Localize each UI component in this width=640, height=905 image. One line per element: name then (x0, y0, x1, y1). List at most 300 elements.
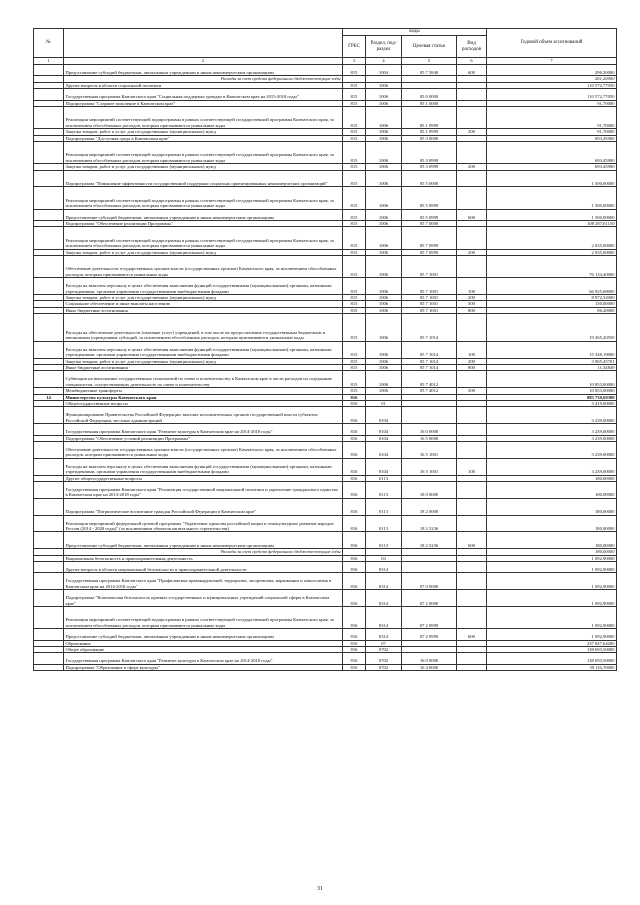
cell-cs: 05 7 1014 (402, 314, 457, 342)
cell-vr: 600 (457, 629, 487, 640)
cell-razd: 0314 (366, 629, 402, 640)
cell-name: Реализация мероприятий федеральной целевой программы "Укрепление единства российской нации и этнокультурное развитие народов России (2014 - 2020 годы)" (за исключением объектов капитального строительства) (64, 515, 343, 532)
cell-razd: 1006 (366, 227, 402, 249)
cell-vr (457, 255, 487, 277)
cell-razd: 1006 (366, 341, 402, 358)
cell-sum: 1 092,90000 (487, 606, 617, 628)
cell-grbs: 815 (343, 301, 366, 307)
cell-sum: 19 265,20550 (487, 314, 617, 342)
cell-razd: 0104 (366, 424, 402, 435)
cell-name: Подпрограмма "Доступная среда в Камчатском крае" (64, 135, 343, 141)
cell-name: Реализация мероприятий соответствующей подпрограммы в рамках соответствующей государственной программы Камчатского края, за исключением обособленных расходов, которым присваиваются уникальные коды (64, 142, 343, 164)
cell-razd: 07 (366, 640, 402, 646)
table-row (34, 407, 617, 424)
cell-num (34, 341, 64, 358)
cell-grbs: 815 (343, 107, 366, 129)
cell-grbs: 815 (343, 388, 366, 394)
cell-razd: 1006 (366, 135, 402, 141)
cell-razd: 1006 (366, 129, 402, 135)
cell-razd: 0702 (366, 664, 402, 670)
cell-name: Подпрограмма "Обеспечение реализации Программы" (64, 220, 343, 226)
cell-sum: 3 239,00000 (487, 458, 617, 475)
cell-num (34, 187, 64, 209)
cell-sum: 76 134,40000 (487, 255, 617, 277)
cell-grbs: 815 (343, 294, 366, 300)
cell-name: Государственная программа Камчатского края "Реализация государственной национальной политики и укрепление гражданского единства в Камчатском крае на 2014-2018 годы" (64, 481, 343, 498)
cell-vr (457, 573, 487, 590)
cell-name: Другие вопросы в области социальной политики (64, 82, 343, 88)
cell-name: Иные бюджетные ассигнования (64, 364, 343, 370)
cell-name: Министерство культуры Камчатского края (64, 394, 343, 400)
cell-num (34, 65, 64, 76)
cell-name: Предоставление субсидий бюджетным, автономным учреждениям и иным некоммерческим организациям (64, 532, 343, 549)
cell-vr (457, 653, 487, 664)
header-razdel: Раздел, под-раздел (366, 36, 402, 58)
cell-razd: 1006 (366, 364, 402, 370)
cell-razd: 1006 (366, 278, 402, 295)
cell-razd: 0113 (366, 475, 402, 481)
cell-sum: 180,00000 (487, 481, 617, 498)
cell-cs: 18 2 5236 (402, 515, 457, 532)
cell-num (34, 107, 64, 129)
cell-name: Обеспечение деятельности государственных органов власти (государственных органов) Камчатского края, за исключением обособленных расходов, которым присваиваются уникальные коды (64, 255, 343, 277)
cell-sum: 3 419,00000 (487, 400, 617, 406)
cell-vr (457, 515, 487, 532)
index-cell: 3 (343, 58, 366, 65)
cell-name: Социальное обеспечение и иные выплаты населению (64, 301, 343, 307)
page-number: 31 (317, 886, 323, 892)
header-grbs: ГРБС (343, 36, 366, 58)
cell-grbs: 816 (343, 498, 366, 515)
cell-name: Субвенции на выполнение государственных полномочий по опеке и попечительству в Камчатском крае в части расходов на содержание специалистов, осуществляющих деятельность по опеке и попечительству (64, 371, 343, 388)
table-row (34, 107, 617, 129)
cell-name: Подпрограмма "Обеспечение условий реализации Программы" (64, 435, 343, 441)
cell-sum: 237 847,64200 (487, 640, 617, 646)
cell-vr: 200 (457, 129, 487, 135)
cell-name: Общее образование (64, 646, 343, 652)
cell-razd: 01 (366, 400, 402, 406)
index-cell: 7 (487, 58, 617, 65)
cell-razd: 1006 (366, 100, 402, 106)
cell-cs: 18 2 5236 (402, 532, 457, 549)
cell-grbs: 816 (343, 394, 366, 400)
table-row (34, 227, 617, 249)
cell-name: Реализация мероприятий соответствующей подпрограммы в рамках соответствующей государственной программы Камчатского края, за исключением обособленных расходов, которым присваиваются уникальные коды (64, 107, 343, 129)
cell-num (34, 573, 64, 590)
cell-grbs: 816 (343, 555, 366, 561)
cell-sum: 138 693,50000 (487, 646, 617, 652)
cell-name: Иные бюджетные ассигнования (64, 307, 343, 313)
cell-grbs: 816 (343, 561, 366, 572)
cell-cs: 16 5 1001 (402, 441, 457, 458)
table-row (34, 606, 617, 628)
header-num: № (34, 29, 64, 58)
cell-cs: 05 1 0999 (402, 107, 457, 129)
table-row (34, 664, 617, 670)
cell-name: Расходы на выплаты персоналу в целях обеспечения выполнения функций государственными (муниципальными) органами, казенными учреждениями, органами управления государственными внебюджетными фондами (64, 458, 343, 475)
cell-razd: 0702 (366, 653, 402, 664)
cell-razd: 0104 (366, 458, 402, 475)
cell-razd: 0113 (366, 532, 402, 549)
table-row (34, 278, 617, 295)
cell-vr (457, 107, 487, 129)
cell-num (34, 481, 64, 498)
cell-cs: 05 7 1014 (402, 358, 457, 364)
cell-razd: 1006 (366, 89, 402, 100)
cell-grbs: 815 (343, 220, 366, 226)
cell-num: 14 (34, 394, 64, 400)
cell-razd: 1006 (366, 249, 402, 255)
cell-cs: 05 3 0000 (402, 135, 457, 141)
cell-grbs: 816 (343, 400, 366, 406)
cell-name: Национальная безопасность и правоохранительная деятельность (64, 555, 343, 561)
header-index-row (34, 58, 617, 65)
cell-razd: 1006 (366, 371, 402, 388)
table-row (34, 142, 617, 164)
cell-cs: 16 5 0000 (402, 435, 457, 441)
cell-vr: 100 (457, 341, 487, 358)
cell-grbs: 816 (343, 481, 366, 498)
cell-razd: 0104 (366, 435, 402, 441)
cell-cs: 05 7 4012 (402, 371, 457, 388)
cell-grbs: 815 (343, 227, 366, 249)
table-row (34, 424, 617, 435)
cell-razd: 0314 (366, 561, 402, 572)
cell-num (34, 629, 64, 640)
cell-razd: 1006 (366, 187, 402, 209)
cell-name: Подпрограмма "Образование в сфере культуры" (64, 664, 343, 670)
cell-sum: 91,70000 (487, 129, 617, 135)
cell-grbs: 815 (343, 278, 366, 295)
cell-razd: 0104 (366, 407, 402, 424)
cell-razd: 0314 (366, 590, 402, 607)
cell-cs: 16 4 0000 (402, 664, 457, 670)
cell-sum: 39 116,70000 (487, 664, 617, 670)
cell-sum: 693,45900 (487, 142, 617, 164)
cell-razd: 1006 (366, 164, 402, 170)
cell-num (34, 142, 64, 164)
cell-sum: 885 730,69380 (487, 394, 617, 400)
cell-num (34, 606, 64, 628)
cell-cs: 05 7 1001 (402, 301, 457, 307)
cell-vr (457, 498, 487, 515)
cell-vr (457, 142, 487, 164)
cell-razd: 0314 (366, 606, 402, 628)
cell-sum: 693,45900 (487, 164, 617, 170)
cell-sum: 91,70000 (487, 100, 617, 106)
cell-name: Государственная программа Камчатского края "Развитие культуры в Камчатском крае на 2014-2018 годы" (64, 424, 343, 435)
table-row (34, 629, 617, 640)
cell-razd: 0113 (366, 515, 402, 532)
cell-name: Государственная программа Камчатского края "Профилактика правонарушений, терроризма, экстремизма, наркомании и алкоголизма в Камчатском крае на 2014-2018 годы" (64, 573, 343, 590)
cell-num (34, 532, 64, 549)
cell-razd: 1006 (366, 82, 402, 88)
cell-cs: 05 3 0999 (402, 142, 457, 164)
cell-grbs: 816 (343, 441, 366, 458)
header-sum: Годовой объем ассигнований (487, 29, 617, 58)
table-row (34, 590, 617, 607)
cell-name: Реализация мероприятий соответствующей подпрограммы в рамках соответствующей государственной программы Камчатского края, за исключением обособленных расходов, которым присваиваются уникальные коды (64, 187, 343, 209)
table-row (34, 170, 617, 187)
cell-sum: 1 092,90000 (487, 573, 617, 590)
cell-sum: 1 092,90000 (487, 555, 617, 561)
cell-vr: 500 (457, 388, 487, 394)
cell-sum: 91,70000 (487, 107, 617, 129)
cell-vr: 800 (457, 307, 487, 313)
cell-vr: 100 (457, 278, 487, 295)
table-row (34, 561, 617, 572)
cell-sum: 693,45900 (487, 135, 617, 141)
cell-cs: 05 7 1001 (402, 307, 457, 313)
cell-razd: 1006 (366, 294, 402, 300)
index-cell: 2 (64, 58, 343, 65)
cell-razd: 0113 (366, 498, 402, 515)
cell-vr: 800 (457, 364, 487, 370)
cell-grbs: 816 (343, 664, 366, 670)
cell-razd: 1006 (366, 358, 402, 364)
cell-grbs: 815 (343, 129, 366, 135)
cell-name: Закупка товаров, работ и услуг для государственных (муниципальных) нужд (64, 249, 343, 255)
cell-sum: 1 500,00000 (487, 209, 617, 220)
cell-grbs: 815 (343, 100, 366, 106)
cell-grbs: 816 (343, 573, 366, 590)
cell-razd: 1006 (366, 209, 402, 220)
cell-sum: 2 035,00000 (487, 227, 617, 249)
table-row (34, 441, 617, 458)
index-cell: 6 (457, 58, 487, 65)
cell-sum: 1 500,00000 (487, 170, 617, 187)
cell-name: Закупка товаров, работ и услуг для государственных (муниципальных) нужд (64, 358, 343, 364)
cell-name: Предоставление субсидий бюджетным, автономным учреждениям и иным некоммерческим организациям (64, 65, 343, 76)
cell-cs: 05 7 4012 (402, 388, 457, 394)
table-row (34, 255, 617, 277)
cell-num (34, 498, 64, 515)
cell-cs: 05 3 0999 (402, 164, 457, 170)
table-body (34, 65, 617, 671)
cell-vr: 200 (457, 249, 487, 255)
cell-razd: 1004 (366, 65, 402, 76)
cell-grbs: 815 (343, 164, 366, 170)
cell-vr (457, 424, 487, 435)
cell-grbs: 815 (343, 314, 366, 342)
cell-sum: 138 693,50000 (487, 653, 617, 664)
cell-name: Расходы на выплаты персоналу в целях обеспечения выполнения функций государственными (муниципальными) органами, казенными учреждениями, органами управления государственными внебюджетными фондами (64, 341, 343, 358)
cell-cs: 05 1 0999 (402, 129, 457, 135)
cell-sum: 66 925,68000 (487, 278, 617, 295)
cell-name: Образование (64, 640, 343, 646)
cell-vr: 600 (457, 532, 487, 549)
cell-cs: 05 5 0000 (402, 170, 457, 187)
cell-vr: 100 (457, 458, 487, 475)
cell-grbs: 816 (343, 606, 366, 628)
cell-name: Расходы на выплаты персоналу в целях обеспечения выполнения функций государственными (муниципальными) органами, казенными учреждениями, органами управления государственными внебюджетными фондами (64, 278, 343, 295)
cell-grbs: 815 (343, 341, 366, 358)
cell-vr (457, 371, 487, 388)
cell-grbs: 816 (343, 407, 366, 424)
cell-sum: 261,20000 (487, 76, 617, 82)
cell-sum: 3 239,00000 (487, 407, 617, 424)
cell-cs: 05 7 0000 (402, 220, 457, 226)
budget-table (33, 28, 617, 671)
cell-name: Обеспечение деятельности государственных органов власти (государственных органов) Камчатского края, за исключением обособленных расходов, которым присваиваются уникальные коды (64, 441, 343, 458)
cell-razd: 1006 (366, 301, 402, 307)
cell-name: Расходы за счет средств федерального бюджета-текущие годы (64, 549, 343, 555)
table-row (34, 532, 617, 549)
cell-grbs: 815 (343, 65, 366, 76)
index-cell: 4 (366, 58, 402, 65)
cell-sum: 180,00000 (487, 498, 617, 515)
cell-grbs: 815 (343, 142, 366, 164)
header-cs: Целевая статья (402, 36, 457, 58)
cell-num (34, 407, 64, 424)
cell-num (34, 653, 64, 664)
cell-num (34, 441, 64, 458)
cell-cs (402, 561, 457, 572)
cell-name: Другие вопросы в области национальной безопасности и правоохранительной деятельности (64, 561, 343, 572)
cell-sum: 296,50000 (487, 65, 617, 76)
header-codes: коды (343, 29, 487, 36)
cell-vr (457, 606, 487, 628)
cell-grbs: 816 (343, 475, 366, 481)
cell-razd: 0104 (366, 441, 402, 458)
header-vr: Вид расходов (457, 36, 487, 58)
table-row (34, 653, 617, 664)
cell-cs: 05 7 0999 (402, 227, 457, 249)
cell-razd: 03 (366, 555, 402, 561)
table-row (34, 209, 617, 220)
cell-num (34, 515, 64, 532)
cell-grbs: 816 (343, 653, 366, 664)
cell-vr: 200 (457, 164, 487, 170)
cell-sum: 150,00000 (487, 301, 617, 307)
cell-sum: 180,00000 (487, 475, 617, 481)
cell-grbs: 815 (343, 170, 366, 187)
cell-num (34, 561, 64, 572)
cell-grbs: 815 (343, 255, 366, 277)
cell-num (34, 424, 64, 435)
cell-razd: 0702 (366, 646, 402, 652)
cell-grbs: 815 (343, 82, 366, 88)
cell-sum: 180,00000 (487, 532, 617, 549)
cell-vr (457, 561, 487, 572)
cell-razd: 1006 (366, 142, 402, 164)
cell-cs: 07 2 0999 (402, 606, 457, 628)
table-row (34, 498, 617, 515)
cell-sum: 86,20000 (487, 307, 617, 313)
cell-cs: 07 2 0999 (402, 629, 457, 640)
cell-sum: 3 239,00000 (487, 435, 617, 441)
cell-cs: 05 7 1001 (402, 255, 457, 277)
cell-num (34, 278, 64, 295)
table-header (34, 29, 617, 65)
cell-vr: 600 (457, 209, 487, 220)
cell-razd: 1006 (366, 314, 402, 342)
cell-cs: 05 7 1014 (402, 364, 457, 370)
cell-name: Закупка товаров, работ и услуг для государственных (муниципальных) нужд (64, 129, 343, 135)
cell-cs: 05 7 1001 (402, 294, 457, 300)
cell-sum: 10 853,00000 (487, 371, 617, 388)
cell-grbs: 816 (343, 532, 366, 549)
cell-grbs: 815 (343, 307, 366, 313)
cell-vr: 300 (457, 301, 487, 307)
cell-sum: 3 905,45701 (487, 358, 617, 364)
cell-grbs: 816 (343, 435, 366, 441)
cell-grbs: 815 (343, 89, 366, 100)
cell-name: Предоставление субсидий бюджетным, автономным учреждениям и иным некоммерческим организациям (64, 209, 343, 220)
cell-vr (457, 314, 487, 342)
cell-cs: 05 5 0999 (402, 187, 457, 209)
table-row (34, 314, 617, 342)
cell-grbs: 816 (343, 629, 366, 640)
cell-cs: 16 0 0000 (402, 424, 457, 435)
cell-vr (457, 441, 487, 458)
cell-num (34, 458, 64, 475)
cell-name: Реализация мероприятий соответствующей подпрограммы в рамках соответствующей государственной программы Камчатского края, за исключением обособленных расходов, которым присваиваются уникальные коды (64, 606, 343, 628)
cell-cs: 07 0 0000 (402, 573, 457, 590)
cell-grbs: 816 (343, 640, 366, 646)
cell-vr (457, 187, 487, 209)
cell-cs: 07 2 0000 (402, 590, 457, 607)
cell-name: Межбюджетные трансферты (64, 388, 343, 394)
index-cell: 1 (34, 58, 64, 65)
cell-razd: 0314 (366, 573, 402, 590)
table-row (34, 341, 617, 358)
cell-sum: 1 500,00000 (487, 187, 617, 209)
cell-grbs: 816 (343, 590, 366, 607)
cell-name: Подпрограмма "Комплексная безопасность краевых государственных и муниципальных учреждений социальной сферы в Камчатском крае" (64, 590, 343, 607)
cell-num (34, 209, 64, 220)
cell-sum: 3 239,00000 (487, 424, 617, 435)
cell-vr: 600 (457, 65, 487, 76)
table-row (34, 65, 617, 76)
cell-name: Государственная программа Камчатского края "Социальная поддержка граждан в Камчатском крае на 2015-2018 годы" (64, 89, 343, 100)
cell-name: Подпрограмма "Старшее поколение в Камчатском крае" (64, 100, 343, 106)
cell-cs: 18 0 0000 (402, 481, 457, 498)
cell-cs: 05 1 0000 (402, 100, 457, 106)
cell-name: Закупка товаров, работ и услуг для государственных (муниципальных) нужд (64, 164, 343, 170)
cell-vr (457, 170, 487, 187)
cell-sum: 15 348,19000 (487, 341, 617, 358)
cell-name: Закупка товаров, работ и услуг для государственных (муниципальных) нужд (64, 294, 343, 300)
cell-name: Расходы за счет средств федерального бюджета-текущие годы (64, 76, 343, 82)
cell-sum: 1 092,90000 (487, 590, 617, 607)
cell-vr (457, 407, 487, 424)
cell-vr (457, 664, 487, 670)
cell-sum: 3 239,00000 (487, 441, 617, 458)
cell-name: Расходы на обеспечение деятельности (оказание услуг) учреждений, в том числе на предоставление государственным бюджетным и автономным учреждениям субсидий, за исключением обособленных расходов, которым присваиваются уникальные коды (64, 314, 343, 342)
cell-name: Государственная программа Камчатского края "Развитие культуры в Камчатском крае на 2014-2018 годы" (64, 653, 343, 664)
cell-name: Другие общегосударственные вопросы (64, 475, 343, 481)
cell-cs: 16 5 1001 (402, 458, 457, 475)
cell-grbs: 816 (343, 424, 366, 435)
table-row (34, 89, 617, 100)
cell-cs: 05 7 1001 (402, 278, 457, 295)
table-row (34, 481, 617, 498)
cell-sum: 180,00000 (487, 549, 617, 555)
cell-razd: 0113 (366, 481, 402, 498)
cell-num (34, 590, 64, 607)
cell-razd: 1006 (366, 307, 402, 313)
cell-vr (457, 89, 487, 100)
table-row (34, 515, 617, 532)
cell-cs: 05 5 0999 (402, 209, 457, 220)
cell-sum: 110 572,77050 (487, 89, 617, 100)
cell-grbs: 815 (343, 135, 366, 141)
cell-vr (457, 590, 487, 607)
cell-vr (457, 227, 487, 249)
cell-name: Предоставление субсидий бюджетным, автономным учреждениям и иным некоммерческим организациям (64, 629, 343, 640)
cell-grbs: 816 (343, 515, 366, 532)
